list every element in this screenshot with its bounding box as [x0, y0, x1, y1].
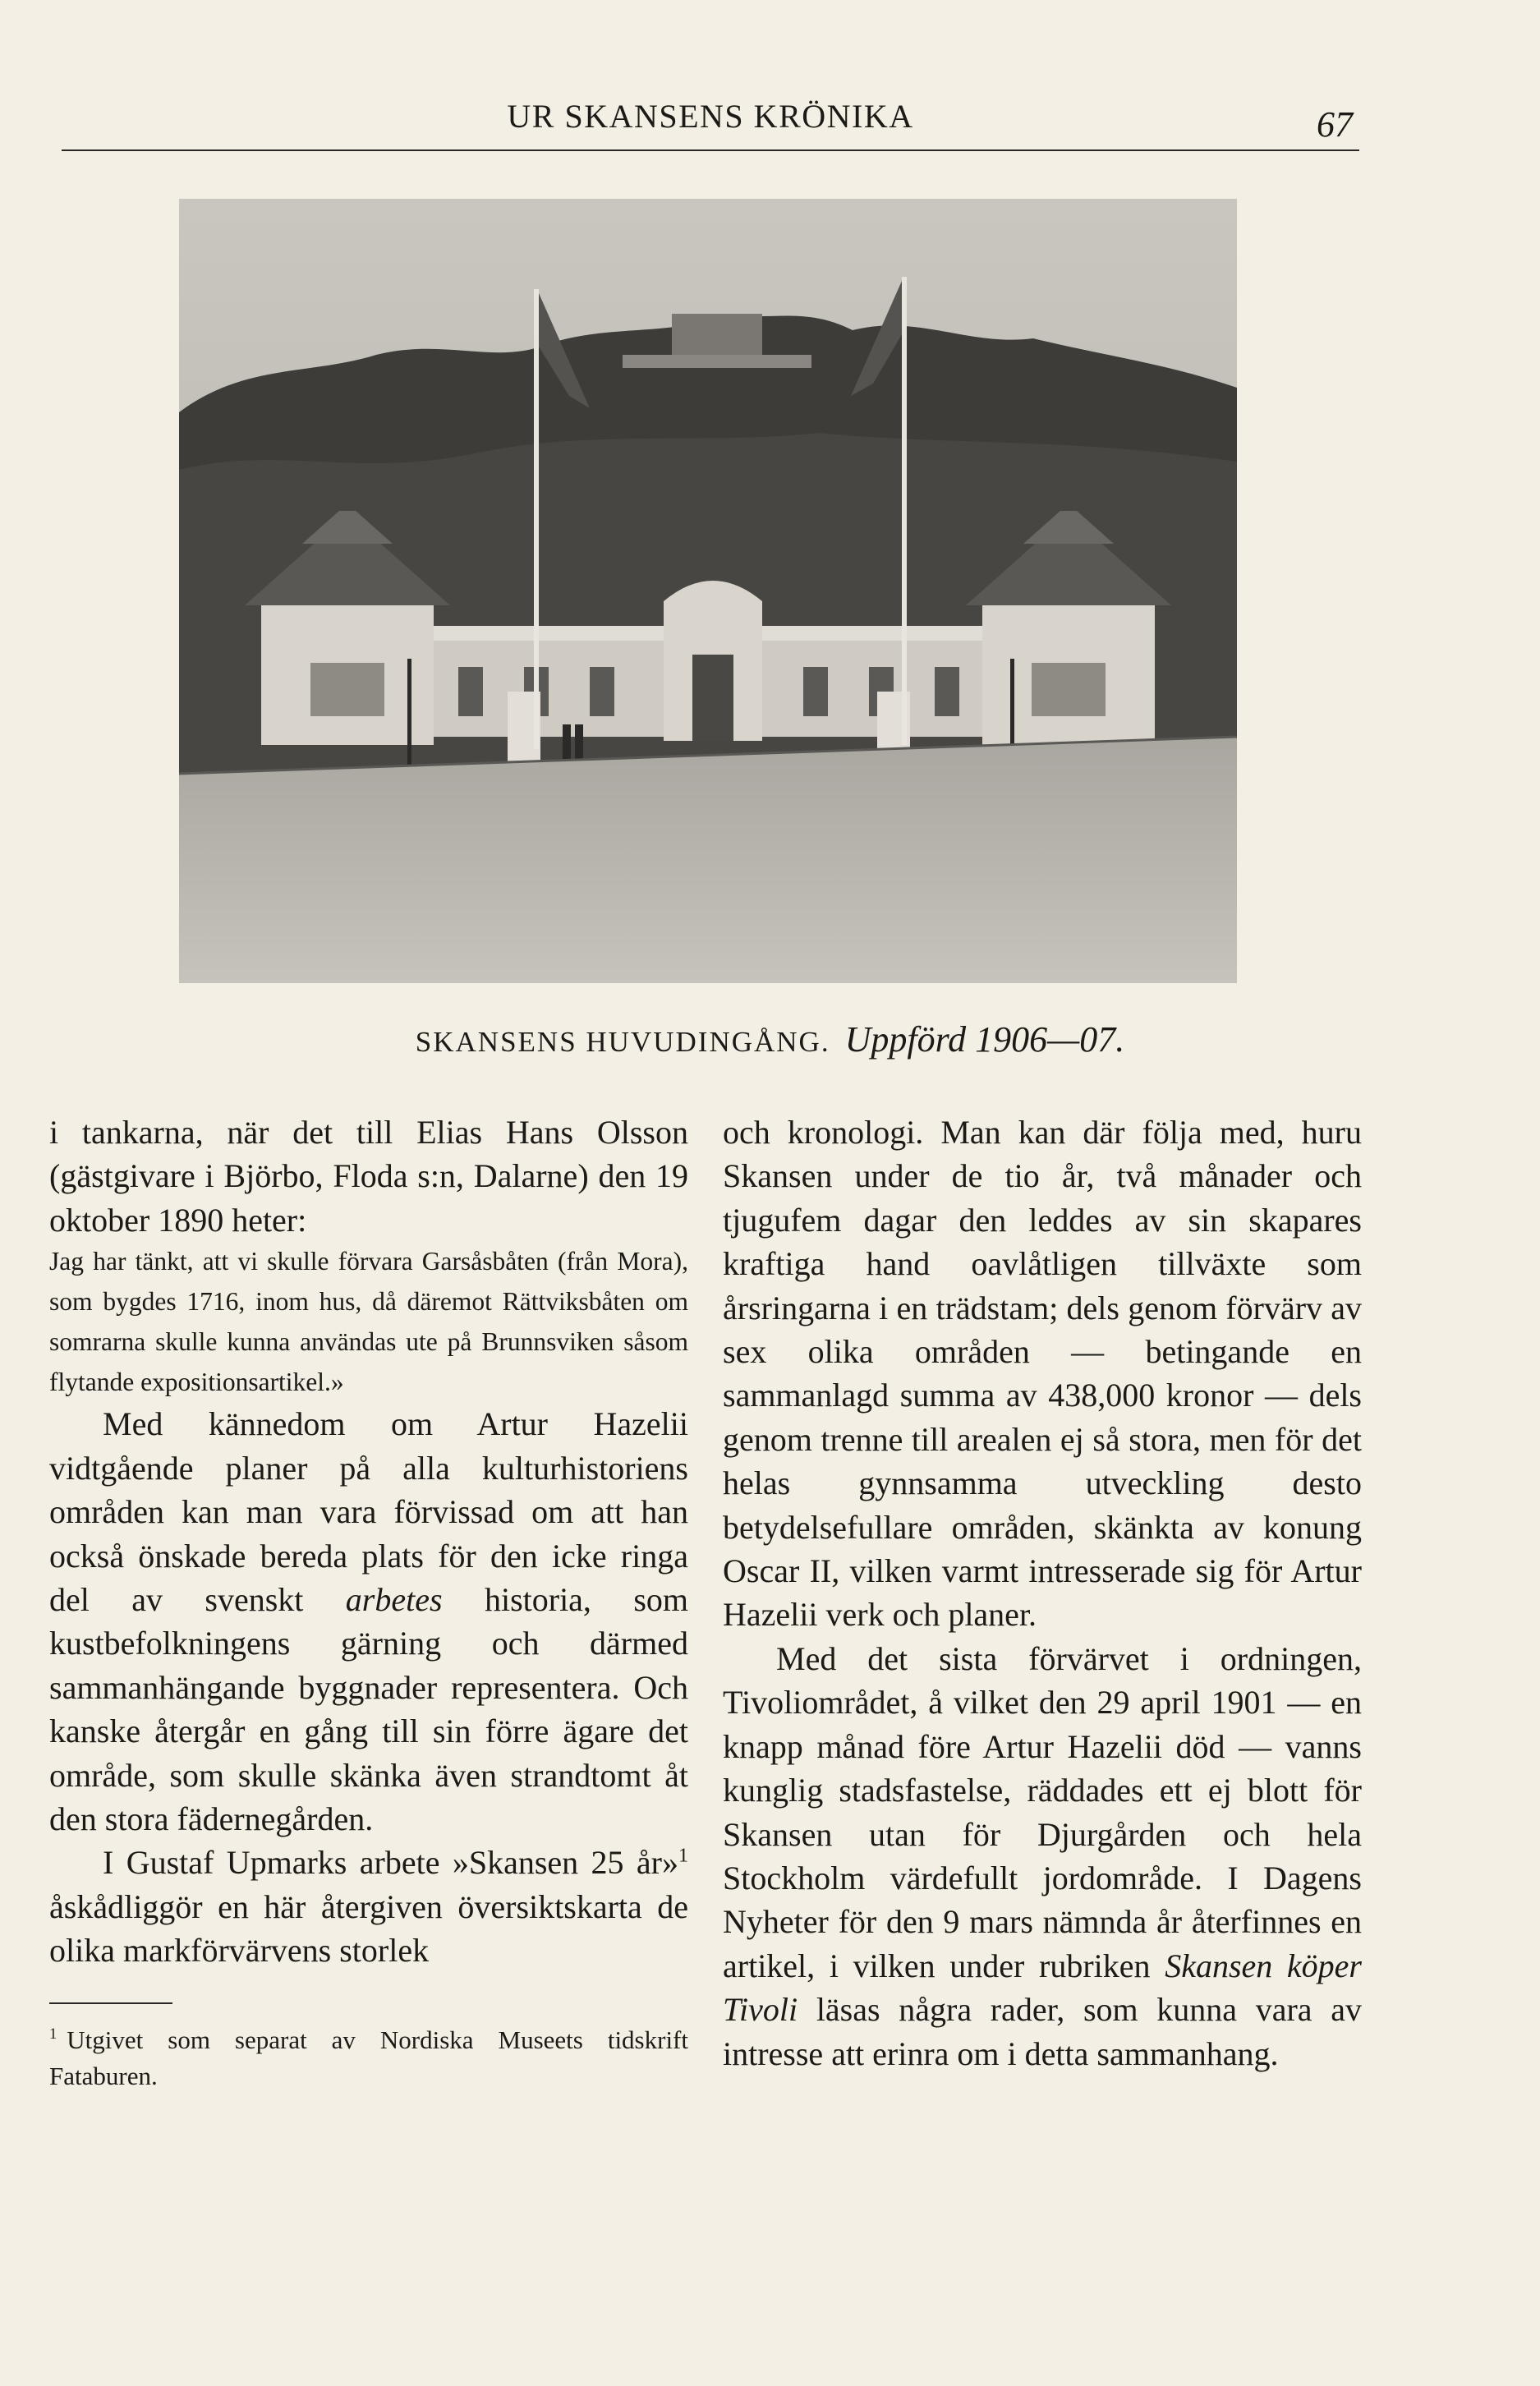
paragraph-chronology: och kronologi. Man kan där följa med, huru Skansen under de tio år, två månader och tjugufem dagar den leddes av sin skapares kraftiga hand oavlåtligen tillväxte som årsringarna i en trädstam; dels genom förvärv av sex olika områden — betingande en sammanlagd summa av 438,000 kronor — dels genom trenne till arealen ej så stora, men för det helas gynnsamma utveckling desto betydelsefullare områden, skänkta av konung Oscar II, vilken varmt intresserade sig för Artur Hazelii verk och planer. [723, 1114, 1362, 1634]
running-title: UR SKANSENS KRÖNIKA [507, 98, 914, 135]
footnote-mark: 1 [49, 2025, 57, 2044]
caption-date: Uppförd 1906—07. [844, 1019, 1125, 1060]
paragraph-upmark [49, 1841, 688, 1972]
footnote-text: Utgivet som separat av Nordiska Museets tidskrift Fataburen. [49, 2025, 688, 2090]
running-header [62, 97, 1359, 149]
photograph-icon [179, 199, 1237, 983]
page-number: 67 [1317, 104, 1353, 145]
paragraph-tivoli [723, 1637, 1362, 2076]
intro-paragraph: i tankarna, när det till Elias Hans Olsson (gästgivare i Björbo, Floda s:n, Dalarne) den 19 oktober 1890 heter: [49, 1114, 688, 1239]
para1-text-a: Med kännedom om Artur Hazelii vidtgående planer på alla kulturhistoriens områden kan man vara förvissad om att han också önskade bereda plats för den icke ringa del av svenskt [49, 1405, 688, 1619]
entrance-photograph [179, 199, 1237, 983]
left-column [49, 1110, 688, 2094]
header-rule [62, 149, 1359, 151]
letter-quote: Jag har tänkt, att vi skulle förvara Garsåsbåten (från Mora), som bygdes 1716, inom hus, då däremot Rättviksbåten om somrarna skulle kunna användas ute på Brunnsviken såsom flytande expositionsartikel.» [49, 1247, 688, 1396]
footnote-reference[interactable]: 1 [678, 1846, 688, 1868]
para-tivoli-text-a: Med det sista förvärvet i ordningen, Tivoliområdet, å vilket den 29 april 1901 — en knapp månad före Artur Hazelii död — vanns kunglig stadsfastelse, räddades ett ej blott för Skansen utan för Djurgården och hela Stockholm värdefullt jordområde. I Dagens Nyheter för den 9 mars nämnda år återfinnes en artikel, i vilken under rubriken [723, 1639, 1362, 1984]
right-column [723, 1110, 1362, 2076]
footnote-rule [49, 2002, 172, 2004]
para2-text-b: åskådliggör en här återgiven översiktskarta de olika markförvärvens storlek [49, 1887, 688, 1970]
article-heading: Skansen köper Tivoli [723, 1947, 1363, 2029]
para-tivoli-text-b: läsas några rader, som kunna vara av intresse att erinra om i detta sammanhang. [723, 1991, 1362, 2072]
para1-emphasis: arbetes [345, 1581, 443, 1619]
footnote [49, 2022, 688, 2094]
para2-text-a: I Gustaf Upmarks arbete »Skansen 25 år» [103, 1844, 678, 1882]
photo-caption [0, 1018, 1540, 1060]
paragraph-hazelius-plans [49, 1402, 688, 1841]
para1-text-b: historia, som kustbefolkningens gärning och därmed sammanhängande byggnader representera. Och kanske återgår en gång till sin förre ägare det område, som skulle skänka även strandtomt åt den stora fädernegården. [49, 1581, 688, 1838]
caption-title: SKANSENS HUVUDINGÅNG. [415, 1026, 830, 1058]
